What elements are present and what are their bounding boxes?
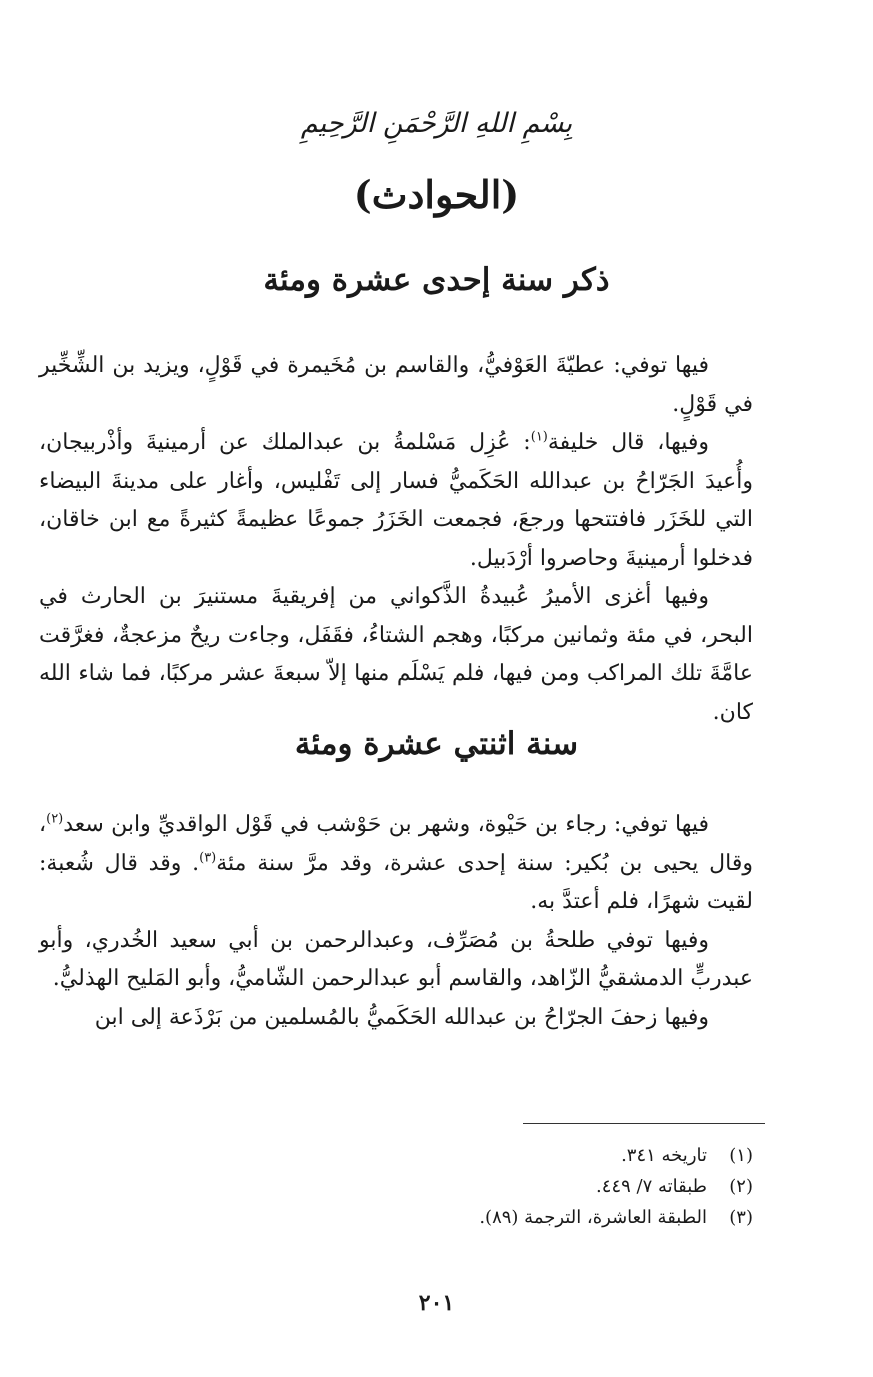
paragraph-text: وفيها توفي طلحةُ بن مُصَرِّف، وعبدالرحمن بن أبي سعيد الخُدري، وأبو عبدربٍّ الدمشقيُّ الزّاهد، والقاسم أبو عبدالرحمن الشّاميُّ، وأبو المَليح الهذليُّ. bbox=[39, 927, 753, 991]
footnote-ref: (٣) bbox=[199, 850, 217, 866]
footnotes bbox=[153, 1140, 753, 1233]
section-heading: ذكر سنة إحدى عشرة ومئة bbox=[263, 262, 610, 298]
footnote-ref: (١) bbox=[530, 429, 548, 445]
paragraph bbox=[39, 578, 753, 732]
footnote bbox=[153, 1140, 753, 1171]
footnote-text: طبقاته ٧/ ٤٤٩. bbox=[596, 1176, 707, 1197]
paragraph-text: فيها توفي: رجاء بن حَيْوة، وشهر بن حَوْشب في قَوْل الواقديِّ وابن سعد bbox=[63, 812, 709, 837]
page-number: ٢٠١ bbox=[418, 1290, 455, 1316]
paragraph-text: ، وقال يحيى بن بُكير: سنة إحدى عشرة، وقد مرَّ سنة مئة bbox=[39, 812, 754, 876]
paragraph-text: وفيها أغزى الأميرُ عُبيدةُ الذَّكواني من إفريقيةَ مستنيرَ بن الحارث في البحر، في مئة وثمانين مركبًا، وهجم الشتاءُ، فقَفَل، وجاءت ريحٌ مزعجةٌ، فغرَّقت عامَّةَ تلك المراكب ومن فيها، فلم يَسْلَم منها إلاّ سبعةَ عشر مركبًا، فما شاء الله كان. bbox=[39, 584, 753, 725]
footnote-text: الطبقة العاشرة، الترجمة (٨٩). bbox=[479, 1207, 707, 1228]
paragraph-text: وفيها زحفَ الجرّاحُ بن عبدالله الحَكَميُّ بالمُسلمين من بَرْذَعة إلى ابن bbox=[94, 1004, 709, 1030]
paragraph-text: وفيها، قال خليفة bbox=[547, 430, 709, 455]
paragraph bbox=[39, 999, 753, 1038]
footnote-divider bbox=[523, 1123, 765, 1124]
footnote-text: تاريخه ٣٤١. bbox=[621, 1145, 707, 1166]
paragraph bbox=[39, 922, 753, 999]
section-body bbox=[39, 806, 753, 1037]
section-body bbox=[39, 347, 753, 732]
paragraph-text: . وقد قال شُعبة: لقيت شهرًا، فلم أعتدَّ به. bbox=[39, 850, 753, 914]
paragraph-text: فيها توفي: عطيّةَ العَوْفيُّ، والقاسم بن مُخَيمرة في قَوْلٍ، ويزيد بن الشِّخِّير في قَوْلٍ. bbox=[39, 353, 753, 417]
paragraph bbox=[39, 806, 753, 922]
section-heading: سنة اثنتي عشرة ومئة bbox=[294, 726, 579, 762]
basmala: بِسْمِ اللهِ الرَّحْمَنِ الرَّحِيمِ bbox=[300, 108, 573, 139]
footnote-number: (١) bbox=[729, 1145, 753, 1166]
footnote bbox=[153, 1202, 753, 1233]
footnote-number: (٢) bbox=[729, 1176, 753, 1197]
paragraph bbox=[39, 347, 753, 424]
paragraph bbox=[39, 424, 753, 578]
page-title: (الحوادث) bbox=[353, 172, 520, 217]
paragraph-text: : عُزِل مَسْلمةُ بن عبدالملك عن أرمينيةَ وأذْربيجان، وأُعيدَ الجَرّاحُ بن عبدالله الحَكَميُّ فسار إلى تَفْليس، وأغار على مدينةَ البيضاء التي للخَزَر فافتتحها ورجعَ، فجمعت الخَزَرُ جموعًا عظيمةً كثيرةً مع ابن خاقان، فدخلوا أرمينيةَ وحاصروا أرْدَبيل. bbox=[39, 430, 753, 571]
footnote-number: (٣) bbox=[729, 1207, 753, 1228]
footnote bbox=[153, 1171, 753, 1202]
footnote-ref: (٢) bbox=[46, 811, 64, 827]
